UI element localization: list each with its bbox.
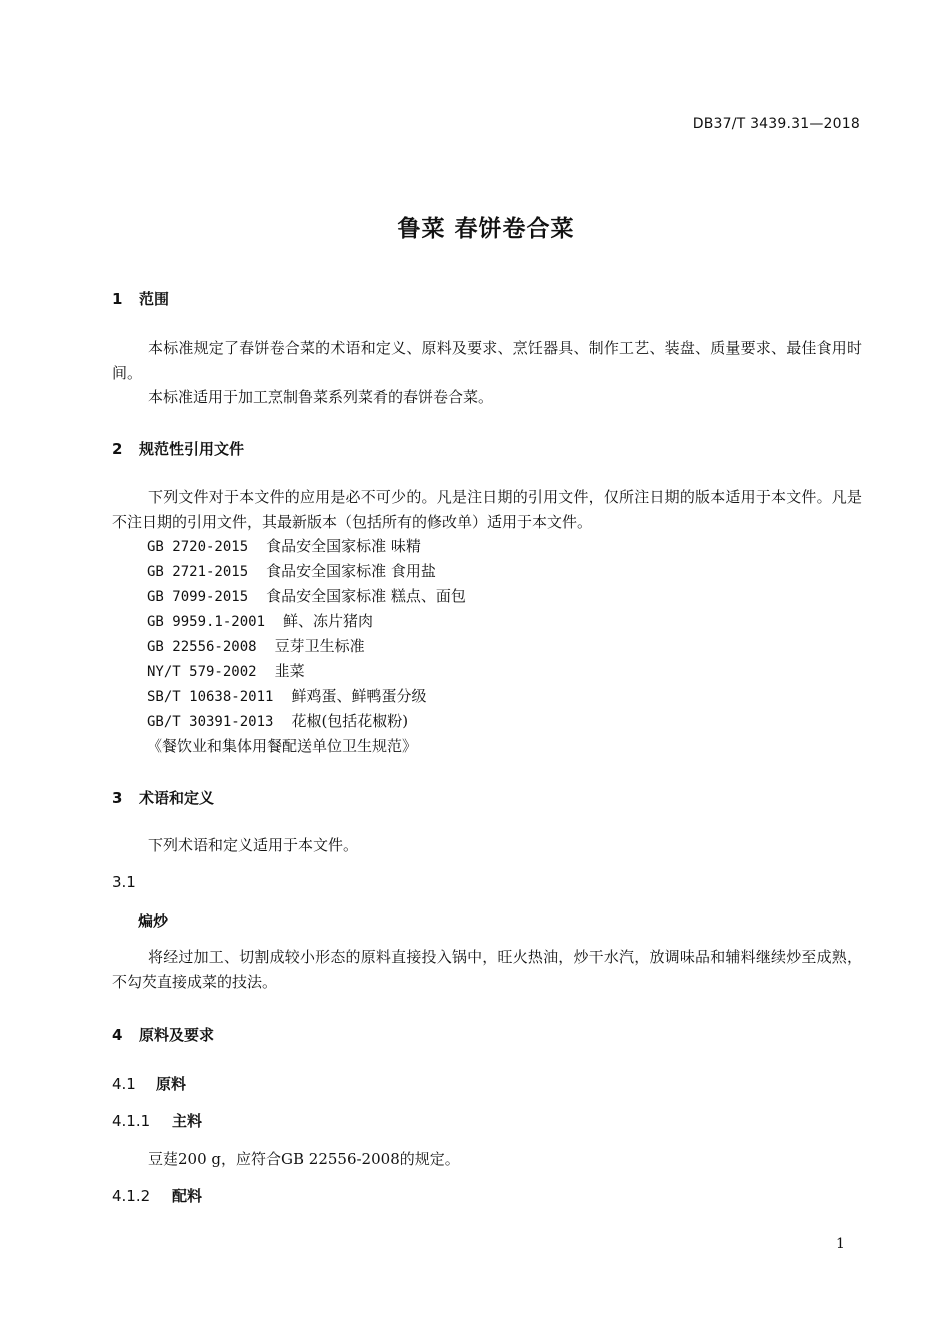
reference-code: SB/T 10638-2011 bbox=[147, 689, 274, 705]
section-2-heading bbox=[112, 438, 244, 459]
section-title: 主料 bbox=[172, 1112, 203, 1130]
reference-item-hygiene-code: 《餐饮业和集体用餐配送单位卫生规范》 bbox=[147, 737, 418, 755]
reference-item bbox=[147, 585, 466, 606]
document-code: DB37/T 3439.31—2018 bbox=[692, 116, 860, 132]
section-3-heading bbox=[112, 787, 214, 808]
section-4-heading bbox=[112, 1024, 214, 1045]
section-number: 1 bbox=[112, 290, 123, 308]
reference-name: 食品安全国家标准 食用盐 bbox=[266, 562, 436, 580]
terms-intro: 下列术语和定义适用于本文件。 bbox=[148, 836, 359, 854]
reference-item bbox=[147, 560, 436, 581]
reference-item bbox=[147, 660, 305, 681]
subsection-4-1-1-heading bbox=[112, 1110, 202, 1131]
reference-code: GB 2721-2015 bbox=[147, 564, 249, 580]
section-1-heading bbox=[112, 288, 169, 309]
section-number: 2 bbox=[112, 440, 123, 458]
section-title: 配料 bbox=[172, 1187, 203, 1205]
reference-item bbox=[147, 685, 426, 706]
section-title: 术语和定义 bbox=[139, 789, 215, 807]
subsection-4-1-heading bbox=[112, 1073, 186, 1094]
reference-item bbox=[147, 635, 365, 656]
reference-name: 鲜、冻片猪肉 bbox=[283, 612, 374, 630]
section-number: 3 bbox=[112, 789, 123, 807]
reference-item bbox=[147, 710, 408, 731]
reference-code: GB/T 30391-2013 bbox=[147, 714, 274, 730]
reference-code: GB 9959.1-2001 bbox=[147, 614, 266, 630]
term-heading: 煸炒 bbox=[138, 912, 169, 930]
page-number: 1 bbox=[836, 1236, 845, 1252]
reference-name: 花椒(包括花椒粉) bbox=[291, 712, 409, 730]
section-number: 4.1.2 bbox=[112, 1187, 151, 1205]
document-title: 鲁菜 春饼卷合菜 bbox=[397, 216, 575, 242]
reference-name: 食品安全国家标准 糕点、面包 bbox=[266, 587, 466, 605]
clause-number: 3.1 bbox=[112, 873, 136, 891]
scope-paragraph-1: 本标准规定了春饼卷合菜的术语和定义、原料及要求、烹饪器具、制作工艺、装盘、质量要求、最佳食用时间。 bbox=[112, 339, 862, 382]
subsection-4-1-2-heading bbox=[112, 1185, 202, 1206]
reference-name: 鲜鸡蛋、鲜鸭蛋分级 bbox=[291, 687, 427, 705]
term-definition: 将经过加工、切割成较小形态的原料直接投入锅中，旺火热油，炒干水汽，放调味品和辅料继续炒至成熟，不勾芡直接成菜的技法。 bbox=[112, 948, 862, 991]
section-title: 原料及要求 bbox=[139, 1026, 215, 1044]
section-number: 4 bbox=[112, 1026, 123, 1044]
main-ingredient-text: 豆莛200 g，应符合GB 22556-2008的规定。 bbox=[148, 1150, 460, 1168]
reference-name: 豆芽卫生标准 bbox=[274, 637, 365, 655]
reference-code: GB 7099-2015 bbox=[147, 589, 249, 605]
reference-item bbox=[147, 610, 373, 631]
reference-code: GB 2720-2015 bbox=[147, 539, 249, 555]
section-title: 原料 bbox=[156, 1075, 187, 1093]
section-title: 规范性引用文件 bbox=[139, 440, 245, 458]
section-number: 4.1 bbox=[112, 1075, 136, 1093]
section-title: 范围 bbox=[139, 290, 170, 308]
reference-name: 食品安全国家标准 味精 bbox=[266, 537, 421, 555]
section-number: 4.1.1 bbox=[112, 1112, 151, 1130]
reference-code: NY/T 579-2002 bbox=[147, 664, 257, 680]
reference-code: GB 22556-2008 bbox=[147, 639, 257, 655]
scope-paragraph-2: 本标准适用于加工烹制鲁菜系列菜肴的春饼卷合菜。 bbox=[148, 388, 494, 406]
reference-item bbox=[147, 535, 421, 556]
reference-name: 韭菜 bbox=[274, 662, 305, 680]
normative-references-intro: 下列文件对于本文件的应用是必不可少的。凡是注日期的引用文件，仅所注日期的版本适用于本文件。凡是不注日期的引用文件，其最新版本（包括所有的修改单）适用于本文件。 bbox=[112, 488, 862, 531]
